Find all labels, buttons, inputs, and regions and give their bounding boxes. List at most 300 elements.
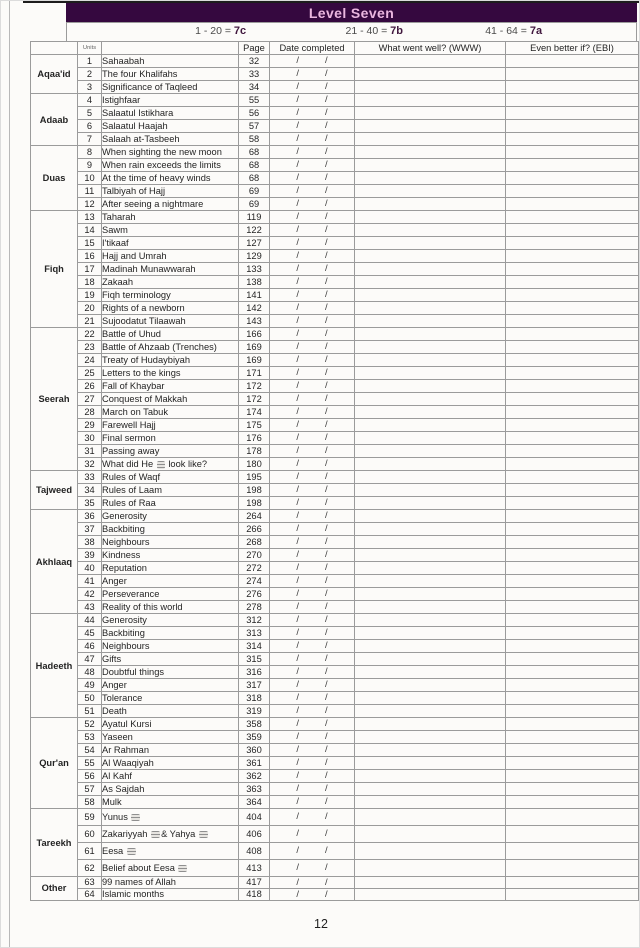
www-cell	[355, 549, 506, 562]
unit-number-cell: 59	[78, 809, 102, 826]
column-header-units	[78, 42, 102, 55]
www-cell	[355, 250, 506, 263]
page-cell: 264	[239, 510, 270, 523]
page-cell: 68	[239, 159, 270, 172]
date-slash: /	[325, 432, 328, 443]
page-cell: 178	[239, 445, 270, 458]
date-slash: /	[325, 315, 328, 326]
page-cell: 418	[239, 889, 270, 901]
www-cell	[355, 718, 506, 731]
ebi-cell	[506, 224, 639, 237]
date-completed-cell	[270, 877, 355, 889]
table-row	[31, 666, 639, 679]
date-slash: /	[325, 263, 328, 274]
date-completed-cell	[270, 826, 355, 843]
date-slash: /	[296, 575, 299, 586]
topic-cell: Kindness	[102, 549, 239, 562]
table-row	[31, 653, 639, 666]
table-row	[31, 731, 639, 744]
grade-value: 7b	[390, 25, 404, 37]
date-slash: /	[325, 889, 328, 900]
table-row	[31, 549, 639, 562]
unit-number-cell: 52	[78, 718, 102, 731]
date-slash: /	[296, 796, 299, 807]
category-cell-akhlaaq: Akhlaaq	[31, 510, 78, 614]
ebi-cell	[506, 445, 639, 458]
date-completed-cell	[270, 889, 355, 901]
page-cell: 176	[239, 432, 270, 445]
ebi-cell	[506, 614, 639, 627]
table-row	[31, 523, 639, 536]
unit-number-cell: 62	[78, 860, 102, 877]
date-slash: /	[296, 237, 299, 248]
topic-cell: Generosity	[102, 510, 239, 523]
ebi-cell	[506, 458, 639, 471]
ebi-cell	[506, 81, 639, 94]
ebi-cell	[506, 315, 639, 328]
unit-number-cell: 38	[78, 536, 102, 549]
date-slash: /	[296, 845, 299, 856]
topic-cell: Islamic months	[102, 889, 239, 901]
unit-number-cell: 33	[78, 471, 102, 484]
date-slash: /	[296, 877, 299, 888]
date-slash: /	[325, 250, 328, 261]
table-row	[31, 744, 639, 757]
ebi-cell	[506, 783, 639, 796]
table-row	[31, 783, 639, 796]
ebi-cell	[506, 796, 639, 809]
date-slash: /	[325, 783, 328, 794]
table-row	[31, 809, 639, 826]
date-slash: /	[296, 94, 299, 105]
topic-cell: Yaseen	[102, 731, 239, 744]
date-completed-cell	[270, 302, 355, 315]
grade-range-text: 21 - 40 =	[345, 25, 388, 37]
www-cell	[355, 510, 506, 523]
www-cell	[355, 783, 506, 796]
unit-number-cell: 14	[78, 224, 102, 237]
page-cell: 68	[239, 172, 270, 185]
category-cell-seerah: Seerah	[31, 328, 78, 471]
topic-cell: Death	[102, 705, 239, 718]
ebi-cell	[506, 536, 639, 549]
www-cell	[355, 796, 506, 809]
alayhis-salaam-icon	[127, 848, 136, 855]
date-slash: /	[296, 523, 299, 534]
topic-cell: Sahaabah	[102, 55, 239, 68]
date-completed-cell	[270, 315, 355, 328]
www-cell	[355, 211, 506, 224]
ebi-cell	[506, 237, 639, 250]
table-row	[31, 575, 639, 588]
date-slash: /	[296, 328, 299, 339]
date-slash: /	[325, 575, 328, 586]
unit-number-cell: 35	[78, 497, 102, 510]
date-slash: /	[325, 601, 328, 612]
table-row	[31, 497, 639, 510]
www-cell	[355, 406, 506, 419]
www-cell	[355, 575, 506, 588]
www-cell	[355, 55, 506, 68]
alayhis-salaam-icon	[151, 831, 160, 838]
ebi-cell	[506, 471, 639, 484]
unit-number-cell: 42	[78, 588, 102, 601]
date-completed-cell	[270, 796, 355, 809]
page-cell: 69	[239, 185, 270, 198]
page-cell: 32	[239, 55, 270, 68]
page-cell: 313	[239, 627, 270, 640]
date-slash: /	[296, 497, 299, 508]
ebi-cell	[506, 705, 639, 718]
unit-number-cell: 55	[78, 757, 102, 770]
date-slash: /	[296, 81, 299, 92]
ebi-cell	[506, 588, 639, 601]
date-slash: /	[325, 510, 328, 521]
category-cell-fiqh: Fiqh	[31, 211, 78, 328]
category-cell-tajweed: Tajweed	[31, 471, 78, 510]
www-cell	[355, 731, 506, 744]
ebi-cell	[506, 120, 639, 133]
grade-range-7b	[345, 25, 403, 37]
date-slash: /	[325, 445, 328, 456]
ebi-cell	[506, 159, 639, 172]
ebi-cell	[506, 94, 639, 107]
unit-number-cell: 22	[78, 328, 102, 341]
unit-number-cell: 5	[78, 107, 102, 120]
ebi-cell	[506, 575, 639, 588]
www-cell	[355, 744, 506, 757]
table-row	[31, 185, 639, 198]
table-row	[31, 640, 639, 653]
topic-cell: After seeing a nightmare	[102, 198, 239, 211]
page-cell: 268	[239, 536, 270, 549]
unit-number-cell: 18	[78, 276, 102, 289]
date-completed-cell	[270, 107, 355, 120]
category-cell-aqaaid: Aqaa'id	[31, 55, 78, 94]
date-completed-cell	[270, 705, 355, 718]
unit-number-cell: 47	[78, 653, 102, 666]
date-slash: /	[325, 367, 328, 378]
www-cell	[355, 367, 506, 380]
date-slash: /	[296, 471, 299, 482]
date-slash: /	[296, 211, 299, 222]
table-row	[31, 692, 639, 705]
topic-cell: Talbiyah of Hajj	[102, 185, 239, 198]
ebi-cell	[506, 185, 639, 198]
page-cell: 175	[239, 419, 270, 432]
page-cell: 198	[239, 484, 270, 497]
page-cell: 359	[239, 731, 270, 744]
topic-cell: Taharah	[102, 211, 239, 224]
date-slash: /	[325, 757, 328, 768]
page-cell: 143	[239, 315, 270, 328]
syllabus-table-body	[31, 55, 639, 901]
unit-number-cell: 24	[78, 354, 102, 367]
page-cell: 408	[239, 843, 270, 860]
page-cell: 133	[239, 263, 270, 276]
date-slash: /	[325, 484, 328, 495]
table-row	[31, 877, 639, 889]
date-slash: /	[325, 354, 328, 365]
date-slash: /	[296, 770, 299, 781]
date-completed-cell	[270, 770, 355, 783]
date-slash: /	[296, 718, 299, 729]
alayhis-salaam-icon	[178, 865, 187, 872]
table-row	[31, 562, 639, 575]
www-cell	[355, 94, 506, 107]
ebi-cell	[506, 601, 639, 614]
date-slash: /	[325, 666, 328, 677]
table-row	[31, 843, 639, 860]
www-cell	[355, 354, 506, 367]
ebi-cell	[506, 250, 639, 263]
date-slash: /	[296, 588, 299, 599]
grade-value: 7a	[529, 25, 543, 37]
date-completed-cell	[270, 783, 355, 796]
date-slash: /	[325, 536, 328, 547]
date-completed-cell	[270, 666, 355, 679]
table-row	[31, 224, 639, 237]
table-row	[31, 263, 639, 276]
ebi-cell	[506, 302, 639, 315]
unit-number-cell: 8	[78, 146, 102, 159]
table-row	[31, 432, 639, 445]
www-cell	[355, 159, 506, 172]
column-header-date-completed: Date completed	[270, 42, 355, 55]
topic-cell: Anger	[102, 575, 239, 588]
www-cell	[355, 588, 506, 601]
table-row	[31, 133, 639, 146]
topic-cell: At the time of heavy winds	[102, 172, 239, 185]
scan-edge-left	[9, 1, 10, 948]
date-slash: /	[325, 640, 328, 651]
www-cell	[355, 484, 506, 497]
date-completed-cell	[270, 627, 355, 640]
date-completed-cell	[270, 843, 355, 860]
page-cell: 166	[239, 328, 270, 341]
table-row	[31, 445, 639, 458]
date-slash: /	[296, 55, 299, 66]
topic-cell: Reputation	[102, 562, 239, 575]
date-slash: /	[325, 828, 328, 839]
date-completed-cell	[270, 120, 355, 133]
unit-number-cell: 45	[78, 627, 102, 640]
topic-cell: I'tikaaf	[102, 237, 239, 250]
unit-number-cell: 15	[78, 237, 102, 250]
category-cell-hadeeth: Hadeeth	[31, 614, 78, 718]
table-row	[31, 705, 639, 718]
date-completed-cell	[270, 380, 355, 393]
date-slash: /	[325, 393, 328, 404]
topic-cell: Neighbours	[102, 536, 239, 549]
unit-number-cell: 40	[78, 562, 102, 575]
unit-number-cell: 44	[78, 614, 102, 627]
date-slash: /	[296, 757, 299, 768]
page-cell: 142	[239, 302, 270, 315]
topic-cell: Rules of Waqf	[102, 471, 239, 484]
ebi-cell	[506, 354, 639, 367]
www-cell	[355, 445, 506, 458]
topic-cell: Reality of this world	[102, 601, 239, 614]
date-completed-cell	[270, 809, 355, 826]
www-cell	[355, 107, 506, 120]
date-completed-cell	[270, 94, 355, 107]
www-cell	[355, 826, 506, 843]
topic-cell: Battle of Uhud	[102, 328, 239, 341]
date-completed-cell	[270, 289, 355, 302]
date-slash: /	[325, 341, 328, 352]
table-row	[31, 679, 639, 692]
www-cell	[355, 263, 506, 276]
page-cell: 278	[239, 601, 270, 614]
topic-cell: Generosity	[102, 614, 239, 627]
date-slash: /	[325, 811, 328, 822]
www-cell	[355, 757, 506, 770]
www-cell	[355, 471, 506, 484]
date-completed-cell	[270, 640, 355, 653]
topic-cell: Passing away	[102, 445, 239, 458]
date-slash: /	[296, 811, 299, 822]
date-slash: /	[296, 68, 299, 79]
date-slash: /	[296, 692, 299, 703]
topic-cell: Backbiting	[102, 523, 239, 536]
ebi-cell	[506, 627, 639, 640]
header-row	[31, 42, 639, 55]
date-slash: /	[296, 250, 299, 261]
date-slash: /	[325, 224, 328, 235]
date-completed-cell	[270, 692, 355, 705]
unit-number-cell: 60	[78, 826, 102, 843]
page-cell: 122	[239, 224, 270, 237]
ebi-cell	[506, 172, 639, 185]
www-cell	[355, 224, 506, 237]
date-completed-cell	[270, 679, 355, 692]
table-row	[31, 289, 639, 302]
date-slash: /	[296, 133, 299, 144]
unit-number-cell: 7	[78, 133, 102, 146]
www-cell	[355, 146, 506, 159]
date-slash: /	[296, 862, 299, 873]
date-completed-cell	[270, 744, 355, 757]
ebi-cell	[506, 198, 639, 211]
unit-number-cell: 21	[78, 315, 102, 328]
ebi-cell	[506, 843, 639, 860]
date-slash: /	[325, 289, 328, 300]
table-row	[31, 588, 639, 601]
date-slash: /	[325, 107, 328, 118]
www-cell	[355, 770, 506, 783]
www-cell	[355, 562, 506, 575]
date-completed-cell	[270, 718, 355, 731]
ebi-cell	[506, 860, 639, 877]
ebi-cell	[506, 367, 639, 380]
unit-number-cell: 3	[78, 81, 102, 94]
page-cell: 314	[239, 640, 270, 653]
date-completed-cell	[270, 250, 355, 263]
page-cell: 138	[239, 276, 270, 289]
date-slash: /	[296, 510, 299, 521]
topic-cell: As Sajdah	[102, 783, 239, 796]
page-cell: 55	[239, 94, 270, 107]
date-completed-cell	[270, 458, 355, 471]
page-cell: 119	[239, 211, 270, 224]
ebi-cell	[506, 757, 639, 770]
ebi-cell	[506, 380, 639, 393]
topic-cell: Zakaah	[102, 276, 239, 289]
unit-number-cell: 10	[78, 172, 102, 185]
topic-cell: Ayatul Kursi	[102, 718, 239, 731]
www-cell	[355, 601, 506, 614]
page-cell: 360	[239, 744, 270, 757]
table-row	[31, 354, 639, 367]
table-row	[31, 627, 639, 640]
date-completed-cell	[270, 562, 355, 575]
date-slash: /	[296, 289, 299, 300]
topic-cell: Battle of Ahzaab (Trenches)	[102, 341, 239, 354]
topic-cell: Eesa	[102, 843, 239, 860]
topic-cell: Sawm	[102, 224, 239, 237]
ebi-cell	[506, 889, 639, 901]
column-header-category-blank	[31, 42, 78, 55]
ebi-cell	[506, 393, 639, 406]
date-completed-cell	[270, 445, 355, 458]
page-cell: 68	[239, 146, 270, 159]
topic-cell: Doubtful things	[102, 666, 239, 679]
page-cell: 406	[239, 826, 270, 843]
unit-number-cell: 23	[78, 341, 102, 354]
date-completed-cell	[270, 653, 355, 666]
page-cell: 363	[239, 783, 270, 796]
table-row	[31, 328, 639, 341]
date-slash: /	[296, 666, 299, 677]
units-header-label: Units	[82, 45, 97, 51]
www-cell	[355, 198, 506, 211]
date-slash: /	[296, 679, 299, 690]
unit-number-cell: 4	[78, 94, 102, 107]
date-completed-cell	[270, 757, 355, 770]
date-slash: /	[325, 845, 328, 856]
topic-cell: The four Khalifahs	[102, 68, 239, 81]
page-cell: 172	[239, 393, 270, 406]
unit-number-cell: 12	[78, 198, 102, 211]
date-completed-cell	[270, 341, 355, 354]
page-cell: 404	[239, 809, 270, 826]
ebi-cell	[506, 107, 639, 120]
www-cell	[355, 237, 506, 250]
ebi-cell	[506, 68, 639, 81]
date-slash: /	[296, 432, 299, 443]
www-cell	[355, 81, 506, 94]
date-slash: /	[325, 627, 328, 638]
table-row	[31, 826, 639, 843]
www-cell	[355, 328, 506, 341]
page-cell: 34	[239, 81, 270, 94]
topic-cell: Rights of a newborn	[102, 302, 239, 315]
page-cell: 361	[239, 757, 270, 770]
unit-number-cell: 17	[78, 263, 102, 276]
table-row	[31, 601, 639, 614]
unit-number-cell: 43	[78, 601, 102, 614]
www-cell	[355, 289, 506, 302]
date-slash: /	[296, 614, 299, 625]
unit-number-cell: 31	[78, 445, 102, 458]
date-slash: /	[325, 458, 328, 469]
page-cell: 362	[239, 770, 270, 783]
date-slash: /	[325, 55, 328, 66]
www-cell	[355, 705, 506, 718]
topic-cell: Zakariyyah & Yahya	[102, 826, 239, 843]
category-cell-adaab: Adaab	[31, 94, 78, 146]
